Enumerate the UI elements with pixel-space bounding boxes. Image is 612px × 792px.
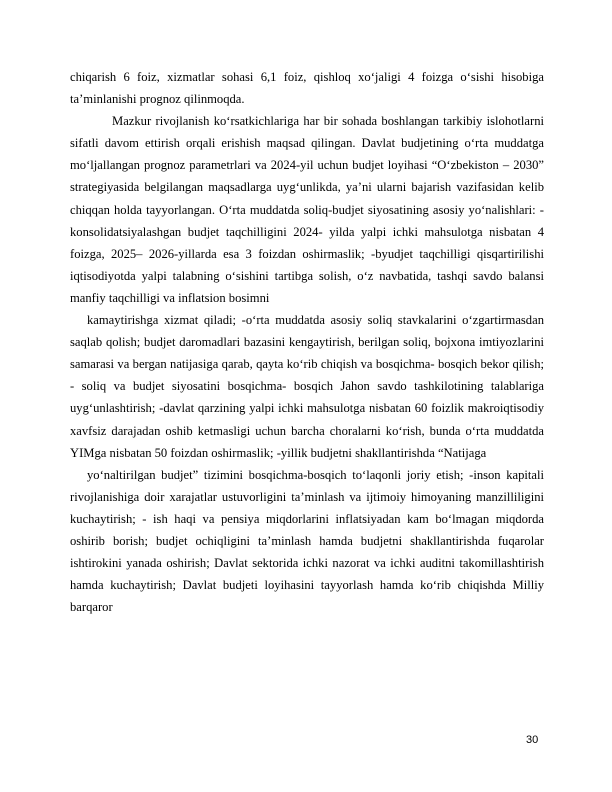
paragraph-2: Mazkur rivojlanish ko‘rsatkichlariga har bir sohada boshlangan tarkibiy islohotlarni sifatli davom ettirish orqali erishish maqsad qilingan. Davlat budjetining o‘rta muddatga mo‘ljallangan prognoz parametrlari va 2024-yil uchun budjet loyihasi “O‘zbekiston – 2030” strategiyasida belgilangan maqsadlarga uyg‘unlikda, ya’ni ularni bajarish vazifasidan kelib chiqqan holda tayyorlangan. O‘rta muddatda soliq-budjet siyosatining asosiy yo‘nalishlari: -konsolidatsiyalashgan budjet taqchilligini 2024- yilda yalpi ichki mahsulotga nisbatan 4 foizga, 2025– 2026-yillarda esa 3 foizdan oshirmaslik; -byudjet taqchilligi qisqartirilishi iqtisodiyotda yalpi talabning o‘sishini tartibga solish, o‘z navbatida, tashqi savdo balansi manfiy taqchilligi va inflatsion bosimni: [70, 114, 544, 305]
body-text: [70, 66, 544, 618]
paragraph-3: kamaytirishga xizmat qiladi; -o‘rta muddatda asosiy soliq stavkalarini o‘zgartirmasdan saqlab qolish; budjet daromadlari bazasini kengaytirish, berilgan soliq, bojxona imtiyozlarini samarasi va bergan natijasiga qarab, qayta ko‘rib chiqish va bosqichma- bosqich bekor qilish; - soliq va budjet siyosatini bosqichma- bosqich Jahon savdo tashkilotining talablariga uyg‘unlashtirish; -davlat qarzining yalpi ichki mahsulotga nisbatan 60 foizlik makroiqtisodiy xavfsiz darajadan oshib ketmasligi uchun barcha choralarni ko‘rish, bunda o‘rta muddatda YIMga nisbatan 50 foizdan oshirmaslik; -yillik budjetni shakllantirishda “Natijaga: [70, 313, 544, 460]
paragraph-1: chiqarish 6 foiz, xizmatlar sohasi 6,1 foiz, qishloq xo‘jaligi 4 foizga o‘sishi hisobiga ta’minlanishi prognoz qilinmoqda.: [70, 70, 544, 107]
paragraph-4: yo‘naltirilgan budjet” tizimini bosqichma-bosqich to‘laqonli joriy etish; -inson kapitali rivojlanishiga doir xarajatlar ustuvorligini ta’minlash va ijtimoiy himoyaning manzilliligini kuchaytirish; - ish haqi va pensiya miqdorlarini inflatsiyadan kam bo‘lmagan miqdorda oshirib borish; budjet ochiqligini ta’minlash hamda budjetni shakllantirishda fuqarolar ishtirokini yanada oshirish; Davlat sektorida ichki nazorat va ichki auditni takomillashtirish hamda kuchaytirish; Davlat budjeti loyihasini tayyorlash hamda ko‘rib chiqishda Milliy barqaror: [70, 467, 544, 615]
page-number: 30: [526, 734, 539, 746]
